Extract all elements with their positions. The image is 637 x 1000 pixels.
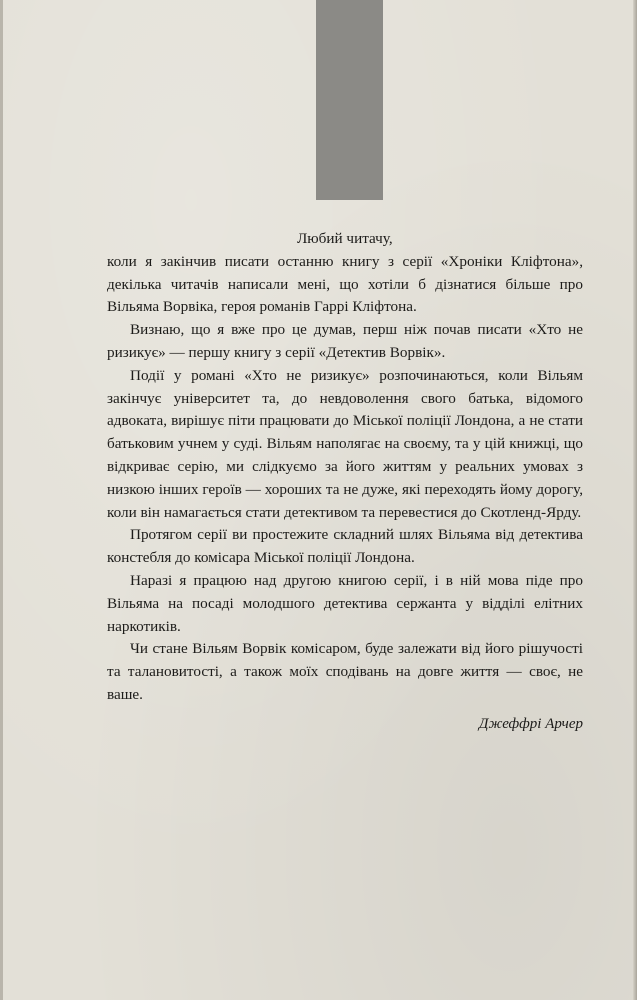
- letter-paragraph: Події у романі «Хто не ризикує» розпочинаються, коли Вільям закінчує університет та, до невдоволення свого батька, відомого адвоката, вирішує піти працювати до Міської поліції Лондона, а не стати батьковим учнем у суді. Вільям наполягає на своєму, та у цій книжці, що відкриває серію, ми слідкуємо за його життям у реальних умовах з низкою інших героїв — хороших та не дуже, які переходять йому дорогу, коли він намагається стати детективом та перевестися до Скотленд-Ярду.: [107, 366, 583, 521]
- letter-greeting: Любий читачу,: [297, 230, 393, 247]
- author-signature: Джеффрі Арчер: [478, 716, 583, 732]
- letter-paragraph: Наразі я працюю над другою книгою серії, і в ній мова піде про Вільяма на посаді молодшого детектива сержанта у відділі елітних наркотиків.: [107, 571, 583, 635]
- letter-paragraph: коли я закінчив писати останню книгу з серії «Хроніки Кліфтона», декілька читачів написали мені, що хотіли б дізнатися більше про Вільяма Ворвіка, героя романів Гаррі Кліфтона.: [107, 252, 583, 316]
- gray-bookmark-strip: [316, 0, 383, 200]
- page-left-edge: [0, 0, 3, 1000]
- letter-paragraph: Визнаю, що я вже про це думав, перш ніж почав писати «Хто не ризикує» — першу книгу з серії «Детектив Ворвік».: [107, 321, 583, 361]
- letter-body: [107, 228, 583, 707]
- page-right-edge: [633, 0, 637, 1000]
- letter-paragraph: Чи стане Вільям Ворвік комісаром, буде залежати від його рішучості та талановитості, а також моїх сподівань на довге життя — своє, не ваше.: [107, 640, 583, 703]
- letter-paragraph: Протягом серії ви простежите складний шлях Вільяма від детектива констебля до комісара Міської поліції Лондона.: [107, 526, 583, 567]
